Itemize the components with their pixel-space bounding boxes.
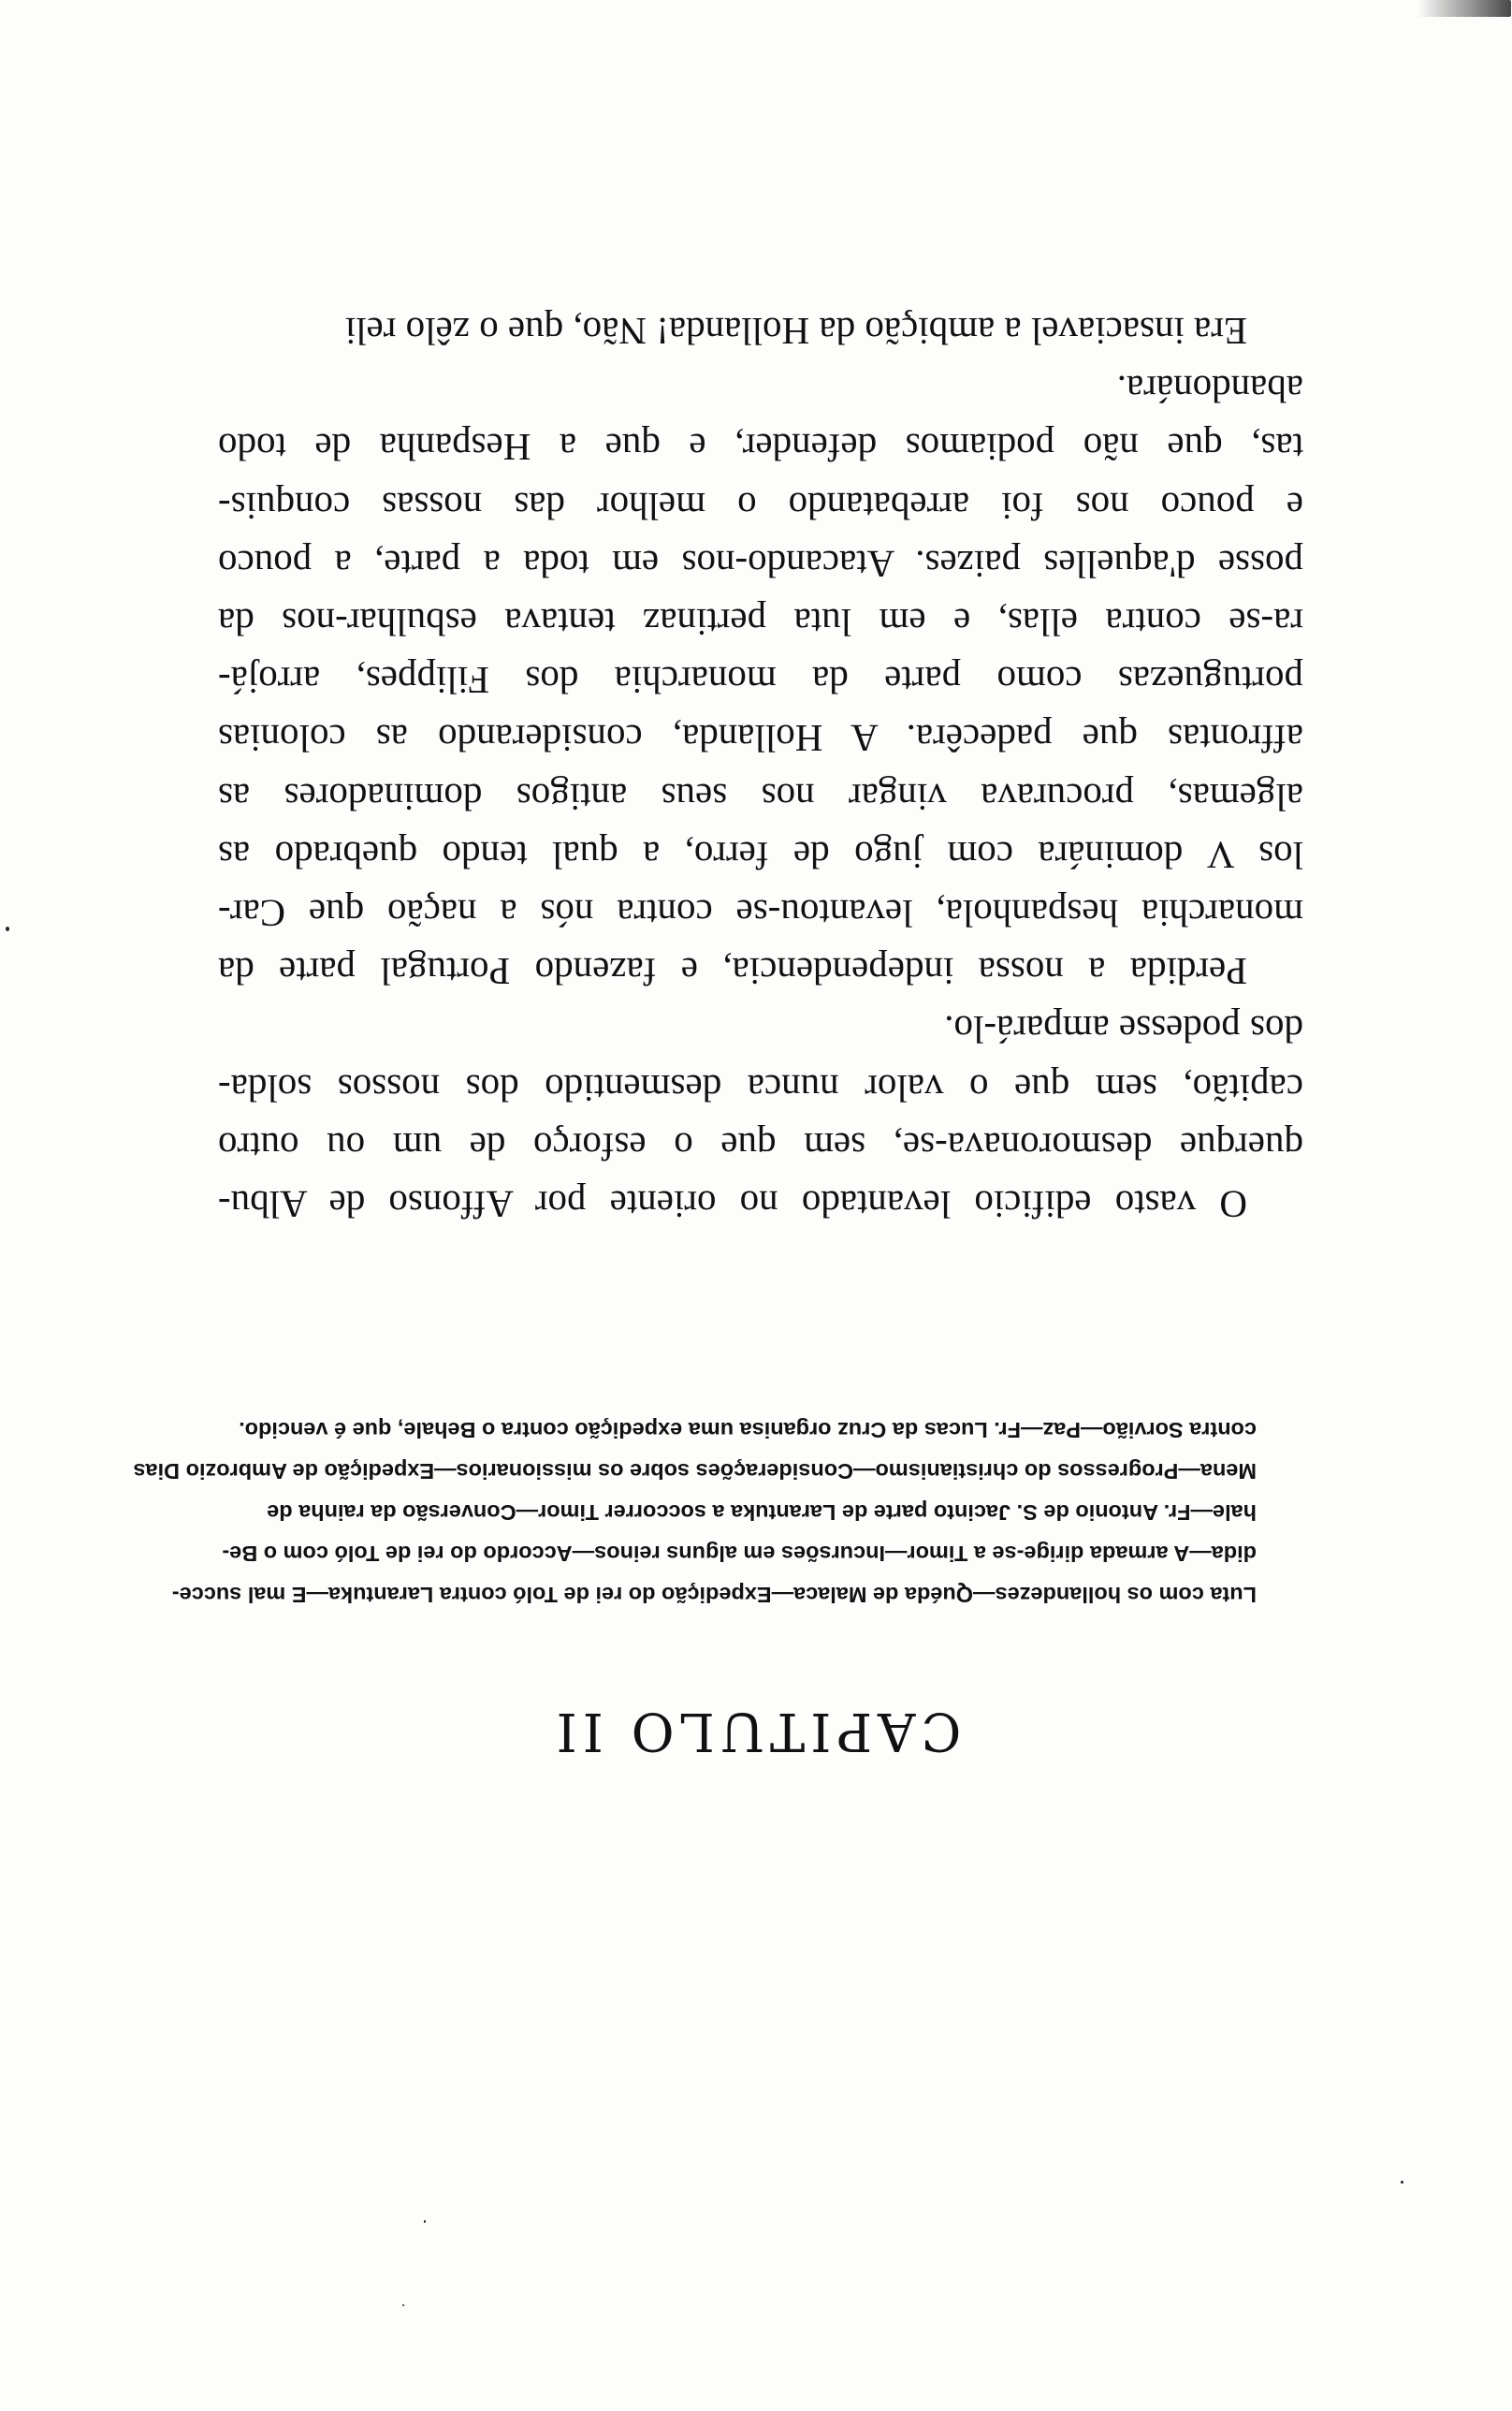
paragraph-line: ra-se contra ellas, e em luta pertinaz tentava esbulhar-nos da <box>218 600 1303 644</box>
scan-dust-speck <box>424 2220 426 2223</box>
chapter-title: CAPITULO II <box>550 1701 962 1761</box>
paragraph-line: abandonára. <box>1116 368 1303 412</box>
paragraph-line: portuguezas como parte da monarchia dos Filippes, arrojá- <box>218 659 1303 703</box>
scan-dust-speck <box>402 2304 404 2306</box>
summary-line: Mena—Progressos do christianismo—Considerações sobre os missionarios—Expedição de Ambrozio Dias <box>133 1459 1257 1483</box>
paragraph-line: capitão, sem que o valor nunca desmentido dos nossos solda- <box>218 1066 1303 1110</box>
summary-line: contra Sorvião—Paz—Fr. Lucas da Cruz organisa uma expedição contra o Behale, que é vencido. <box>239 1418 1257 1442</box>
paragraph-line: affrontas que padecêra. A Hollanda, considerando as colonias <box>218 717 1303 761</box>
scan-dust-speck <box>1401 2181 1403 2184</box>
paragraph-line: Perdida a nossa independencia, e fazendo Portugal parte da <box>218 950 1247 994</box>
summary-line: Luta com os hollandezes—Quéda de Malaca—Expedição do rei de Toló contra Larantuka—E mal succe- <box>171 1583 1257 1607</box>
summary-line: dida—A armada dirige-se a Timor—Incursões em alguns reinos—Accordo do rei de Toló com o Be- <box>222 1542 1257 1566</box>
paragraph-line: monarchia hespanhola, levantou-se contra nós a nação que Car- <box>218 891 1303 935</box>
chapter-summary <box>133 1410 1257 1615</box>
paragraph-line: Era insaciavel a ambição da Hollanda! Não, que o zêlo reli <box>344 309 1247 353</box>
body-text <box>218 302 1303 1234</box>
summary-line: hale—Fr. Antonio de S. Jacinto parte de Larantuka a soccorrer Timor—Conversão da rainha de <box>267 1500 1257 1525</box>
paragraph-line: e pouco nos foi arrebatando o melhor das nossas conquis- <box>218 484 1303 528</box>
paragraph-line: posse d'aquelles paizes. Atacando-nos em toda a parte, a pouco <box>218 542 1303 586</box>
paragraph-line: tas, que não podiamos defender, e que a Hespanha de todo <box>218 426 1303 470</box>
paragraph-line: los V dominára com jugo de ferro, a qual tendo quebrado as <box>218 833 1303 877</box>
paragraph-line: algemas, procurava vingar nos seus antigos dominadores as <box>218 775 1303 819</box>
paragraph-line: dos podesse ampará-lo. <box>944 1008 1303 1052</box>
paragraph-line: querque desmoronava-se, sem que o esforço de um ou outro <box>218 1124 1303 1168</box>
scan-dust-speck <box>6 927 9 931</box>
paragraph-line: O vasto edificio levantado no oriente por Affonso de Albu- <box>218 1183 1247 1226</box>
